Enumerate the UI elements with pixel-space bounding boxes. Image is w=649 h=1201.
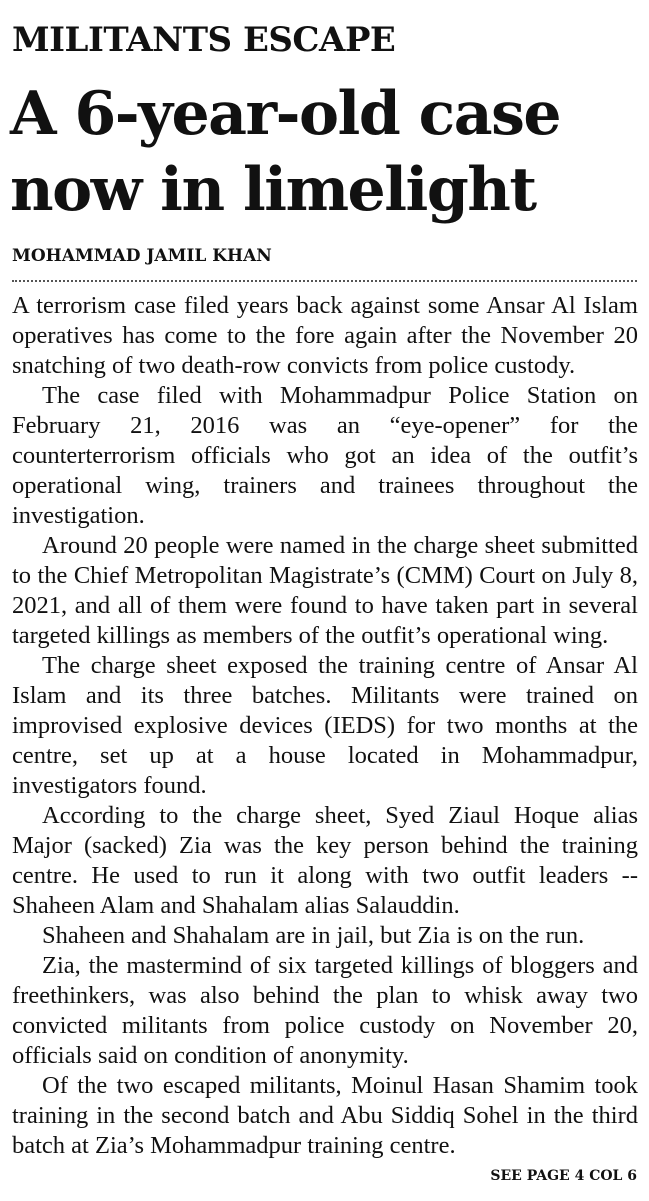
byline: MOHAMMAD JAMIL KHAN [12, 246, 272, 266]
headline [10, 76, 640, 228]
continuation-note: SEE PAGE 4 COL 6 [490, 1168, 637, 1184]
headline-line-1: A 6-year-old case [10, 79, 561, 149]
paragraph-6: Shaheen and Shahalam are in jail, but Zia is on the run. [42, 922, 585, 949]
paragraph-5: According to the charge sheet, Syed Ziaul Hoque alias Major (sacked) Zia was the key person behind the training centre. He used to run it along with two outfit leaders -- Shaheen Alam and Shahalam alias Salauddin. [12, 802, 638, 919]
paragraph-4: The charge sheet exposed the training centre of Ansar Al Islam and its three batches. Militants were trained on improvised explosive devices (IEDS) for two months at the centre, set up at a house located in Mohammadpur, investigators found. [12, 652, 638, 799]
paragraph-2: The case filed with Mohammadpur Police Station on February 21, 2016 was an “eye-opener” for the counterterrorism officials who got an idea of the outfit’s operational wing, trainers and trainees throughout the investigation. [12, 382, 638, 529]
paragraph-3: Around 20 people were named in the charge sheet submitted to the Chief Metropolitan Magistrate’s (CMM) Court on July 8, 2021, and all of them were found to have taken part in several targeted killings as members of the outfit’s operational wing. [12, 532, 638, 649]
paragraph-1: A terrorism case filed years back against some Ansar Al Islam operatives has come to the fore again after the November 20 snatching of two death-row convicts from police custody. [12, 292, 638, 379]
paragraph-7: Zia, the mastermind of six targeted killings of bloggers and freethinkers, was also behind the plan to whisk away two convicted militants from police custody on November 20, officials said on condition of anonymity. [12, 952, 638, 1069]
headline-line-2: now in limelight [10, 155, 536, 225]
paragraph-8: Of the two escaped militants, Moinul Hasan Shamim took training in the second batch and Abu Siddiq Sohel in the third batch at Zia’s Mohammadpur training centre. [12, 1072, 638, 1159]
dotted-divider [12, 280, 637, 282]
article-body [12, 291, 638, 1161]
kicker-heading: MILITANTS ESCAPE [12, 20, 396, 60]
